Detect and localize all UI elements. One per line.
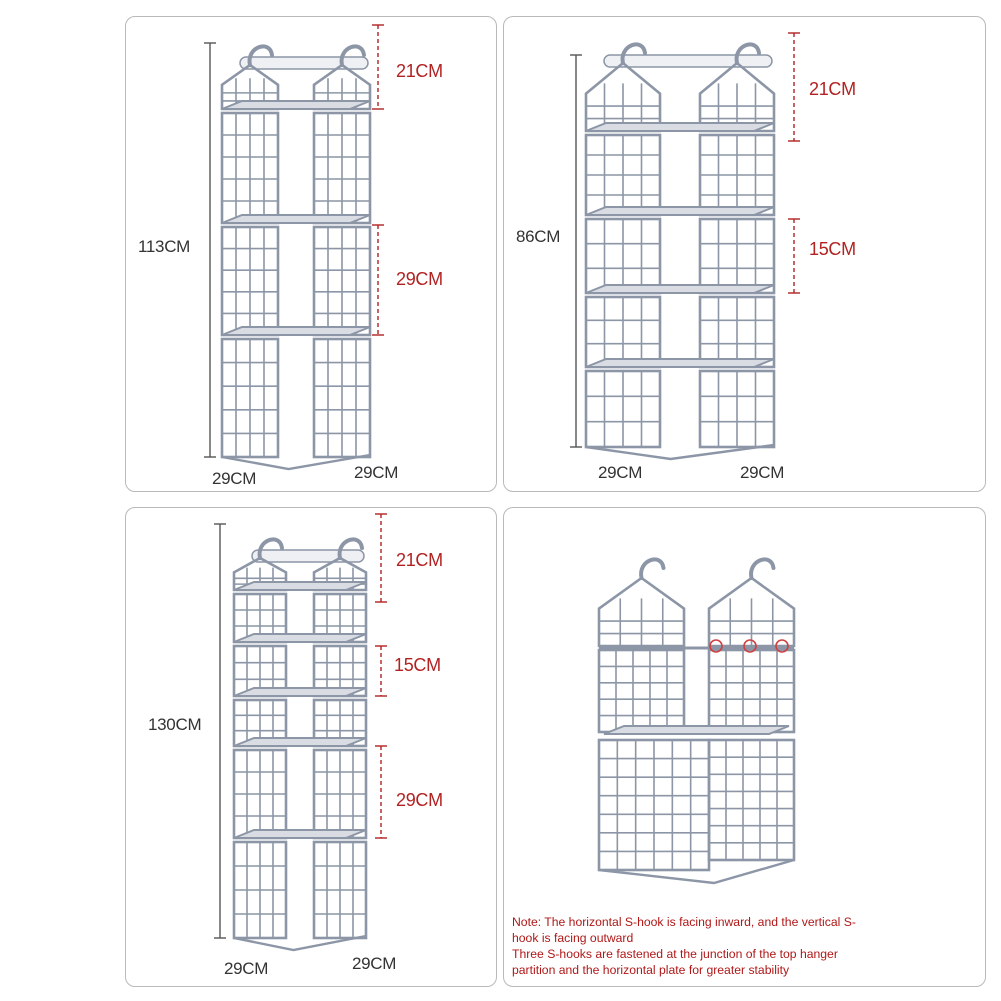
detail-upper-right-panel-wires bbox=[709, 650, 794, 732]
height-label: 113CM bbox=[138, 237, 191, 256]
segment-label-top: 21CM bbox=[396, 550, 443, 570]
detail-base bbox=[599, 860, 794, 883]
organizer-4-tier-drawing bbox=[504, 17, 987, 493]
detail-roof-right-wires bbox=[709, 598, 794, 646]
segment-label-middle: 15CM bbox=[394, 655, 441, 675]
p1-hanger-rod bbox=[240, 57, 368, 69]
p2-left-panel-3-wires bbox=[586, 297, 660, 367]
p2-hanger-rod bbox=[604, 55, 772, 67]
p3-shelf-1 bbox=[234, 582, 366, 590]
p2-right-panel-3-wires bbox=[700, 297, 774, 367]
detail-roof-right-hook bbox=[751, 559, 773, 578]
p1-shelf-2 bbox=[222, 215, 370, 223]
p2-shelf-3 bbox=[586, 285, 774, 293]
detail-lower-front-panel-wires bbox=[599, 740, 709, 870]
depth-label: 29CM bbox=[740, 463, 785, 482]
p2-right-panel-1-wires bbox=[700, 135, 774, 215]
organizer-5-tier-drawing bbox=[126, 508, 498, 988]
depth-label: 29CM bbox=[352, 954, 397, 973]
p3-hanger-rod bbox=[252, 550, 364, 562]
p3-shelf-2 bbox=[234, 634, 366, 642]
height-label: 130CM bbox=[148, 715, 202, 734]
p3-right-panel-4-wires bbox=[314, 750, 366, 838]
segment-label-top: 21CM bbox=[809, 79, 856, 99]
p2-left-panel-2-wires bbox=[586, 219, 660, 293]
detail-roof-left-hook bbox=[641, 559, 663, 578]
p2-left-panel-1-wires bbox=[586, 135, 660, 215]
detail-upper-left-panel-wires bbox=[599, 650, 684, 732]
depth-label: 29CM bbox=[354, 463, 399, 482]
p3-right-panel-5-wires bbox=[314, 842, 366, 938]
note-line-2: Three S-hooks are fastened at the junction of the top hanger partition and the horizontal plate for greater stability bbox=[512, 947, 838, 977]
note-line-1: Note: The horizontal S-hook is facing inward, and the vertical S-hook is facing outward bbox=[512, 915, 856, 945]
panel-detail bbox=[503, 507, 986, 987]
p2-shelf-4 bbox=[586, 359, 774, 367]
p3-shelf-3 bbox=[234, 688, 366, 696]
detail-upper-right-panel bbox=[709, 650, 794, 732]
segment-label-middle: 15CM bbox=[809, 239, 856, 259]
segment-label-top: 21CM bbox=[396, 61, 443, 81]
detail-shelf bbox=[604, 726, 789, 734]
p2-shelf-2 bbox=[586, 207, 774, 215]
p1-shelf-1 bbox=[222, 101, 370, 109]
detail-lower-side-panel-wires bbox=[709, 740, 794, 860]
p1-left-panel-2-wires bbox=[222, 227, 278, 335]
segment-label-middle: 29CM bbox=[396, 269, 443, 289]
p1-right-panel-3-wires bbox=[314, 339, 370, 457]
panel-5-tier bbox=[125, 507, 497, 987]
height-label: 86CM bbox=[516, 227, 561, 246]
p2-right-panel-2-wires bbox=[700, 219, 774, 293]
p3-shelf-4 bbox=[234, 738, 366, 746]
p3-shelf-5 bbox=[234, 830, 366, 838]
panel-3-tier bbox=[125, 16, 497, 492]
installation-note bbox=[512, 914, 872, 978]
detail-roof-left-wires bbox=[599, 598, 684, 646]
p1-left-panel-1-wires bbox=[222, 113, 278, 223]
width-label: 29CM bbox=[598, 463, 643, 482]
panel-4-tier bbox=[503, 16, 986, 492]
width-label: 29CM bbox=[224, 959, 269, 978]
detail-upper-left-panel bbox=[599, 650, 684, 732]
p1-left-panel-3-wires bbox=[222, 339, 278, 457]
detail-lower-side-panel bbox=[709, 740, 794, 860]
p2-shelf-1 bbox=[586, 123, 774, 131]
p1-shelf-3 bbox=[222, 327, 370, 335]
p1-right-panel-1-wires bbox=[314, 113, 370, 223]
p3-left-panel-5-wires bbox=[234, 842, 286, 938]
p2-right-panel-4-wires bbox=[700, 371, 774, 447]
p2-left-panel-4-wires bbox=[586, 371, 660, 447]
width-label: 29CM bbox=[212, 469, 257, 488]
p1-right-panel-2-wires bbox=[314, 227, 370, 335]
p3-left-panel-4-wires bbox=[234, 750, 286, 838]
segment-label-bottom: 29CM bbox=[396, 790, 443, 810]
